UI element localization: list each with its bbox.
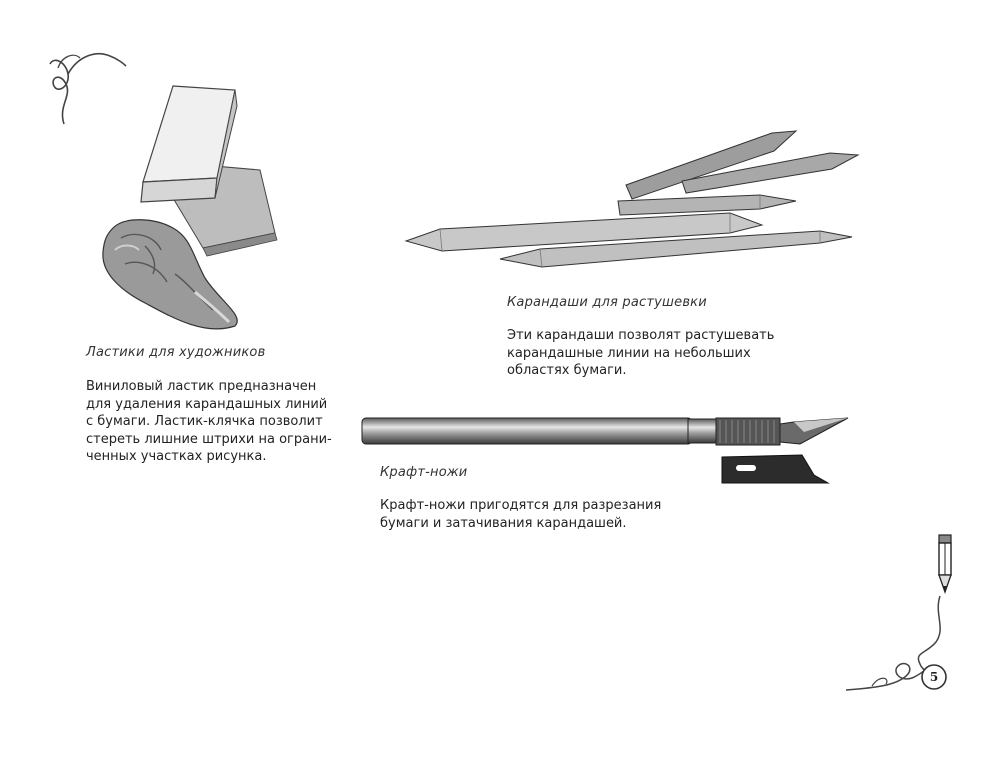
stumps-description [507, 327, 774, 380]
stumps-line: областях бумаги. [507, 363, 627, 378]
knives-line: Крафт-ножи пригодятся для разрезания [380, 498, 662, 513]
erasers-caption: Ластики для художников [86, 345, 266, 360]
corner-flourish-bottom-icon [842, 594, 962, 694]
knives-line: бумаги и затачивания карандашей. [380, 515, 627, 531]
pencil-icon [934, 532, 956, 596]
erasers-description [86, 378, 332, 466]
erasers-line: Виниловый ластик предназначен [86, 379, 317, 394]
blending-stumps-icon [400, 125, 860, 275]
knives-description [380, 497, 661, 532]
erasers-line: с бумаги. Ластик-клячка позволит [86, 414, 323, 429]
craft-knife-icon [358, 410, 852, 452]
stumps-caption: Карандаши для растушевки [507, 295, 707, 310]
erasers-line: для удаления карандашных линий [86, 396, 328, 412]
knives-caption: Крафт-ножи [380, 465, 468, 480]
erasers-line: ченных участках рисунка. [86, 449, 267, 464]
knife-blade-icon [718, 453, 832, 487]
stumps-line: карандашные линии на небольших [507, 345, 751, 361]
page-number: 5 [929, 670, 939, 684]
stumps-line: Эти карандаши позволят растушевать [507, 328, 775, 343]
erasers-line: стереть лишние штрихи на ограни- [86, 431, 332, 447]
erasers-icon [95, 78, 285, 333]
